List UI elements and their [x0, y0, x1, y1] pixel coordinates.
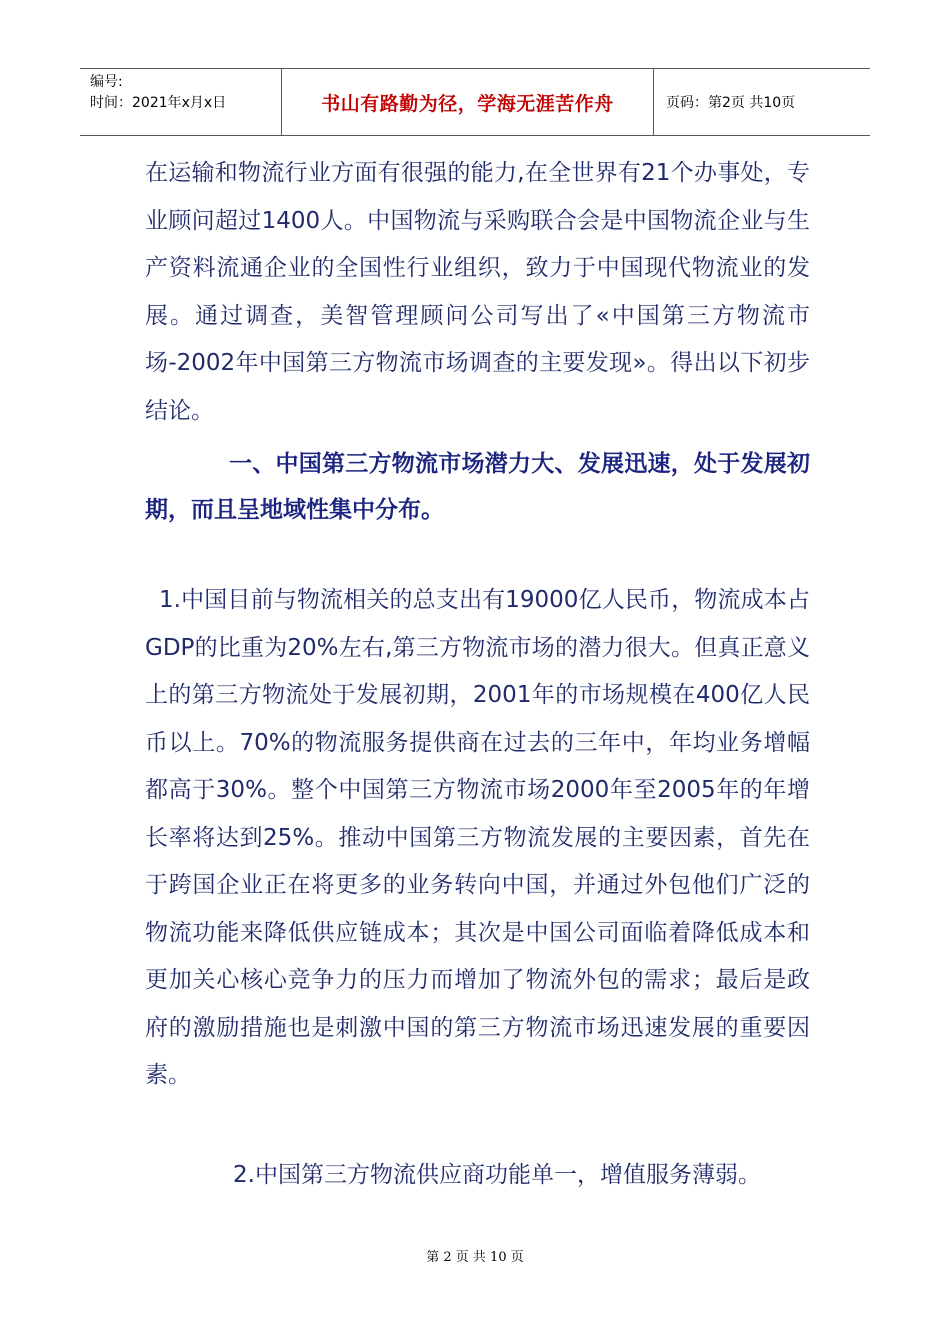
number-label: 编号:: [90, 74, 123, 90]
intro-paragraph: 在运输和物流行业方面有很强的能力,在全世界有21个办事处，专业顾问超过1400人。中国物流与采购联合会是中国物流企业与生产资料流通企业的全国性行业组织，致力于中国现代物流业的发展。通过调查，美智管理顾问公司写出了«中国第三方物流市场-2002年中国第三方物流市场调查的主要发现»。得出以下初步结论。: [145, 160, 810, 424]
time-label: 时间：2021年x月x日: [90, 95, 227, 111]
header-meta: [80, 69, 282, 135]
page-footer: 第 2 页 共 10 页: [426, 1250, 524, 1265]
document-body: [145, 150, 810, 1199]
document-header: [80, 68, 870, 136]
point-1-paragraph: 1.中国目前与物流相关的总支出有19000亿人民币，物流成本占GDP的比重为20%左右,第三方物流市场的潜力很大。但真正意义上的第三方物流处于发展初期，2001年的市场规模在400亿人民币以上。70%的物流服务提供商在过去的三年中，年均业务增幅都高于30%。整个中国第三方物流市场2000年至2005年的年增长率将达到25%。推动中国第三方物流发展的主要因素，首先在于跨国企业正在将更多的业务转向中国，并通过外包他们广泛的物流功能来降低供应链成本；其次是中国公司面临着降低成本和更加关心核心竞争力的压力而增加了物流外包的需求；最后是政府的激励措施也是刺激中国的第三方物流市场迅速发展的重要因素。: [145, 587, 810, 1088]
header-page-info: 页码：第2页 共10页: [666, 95, 796, 111]
header-motto: 书山有路勤为径，学海无涯苦作舟: [282, 69, 654, 135]
section-heading: 一、中国第三方物流市场潜力大、发展迅速，处于发展初期，而且呈地域性集中分布。: [145, 451, 810, 523]
point-2-paragraph: 2.中国第三方物流供应商功能单一，增值服务薄弱。: [233, 1161, 761, 1188]
